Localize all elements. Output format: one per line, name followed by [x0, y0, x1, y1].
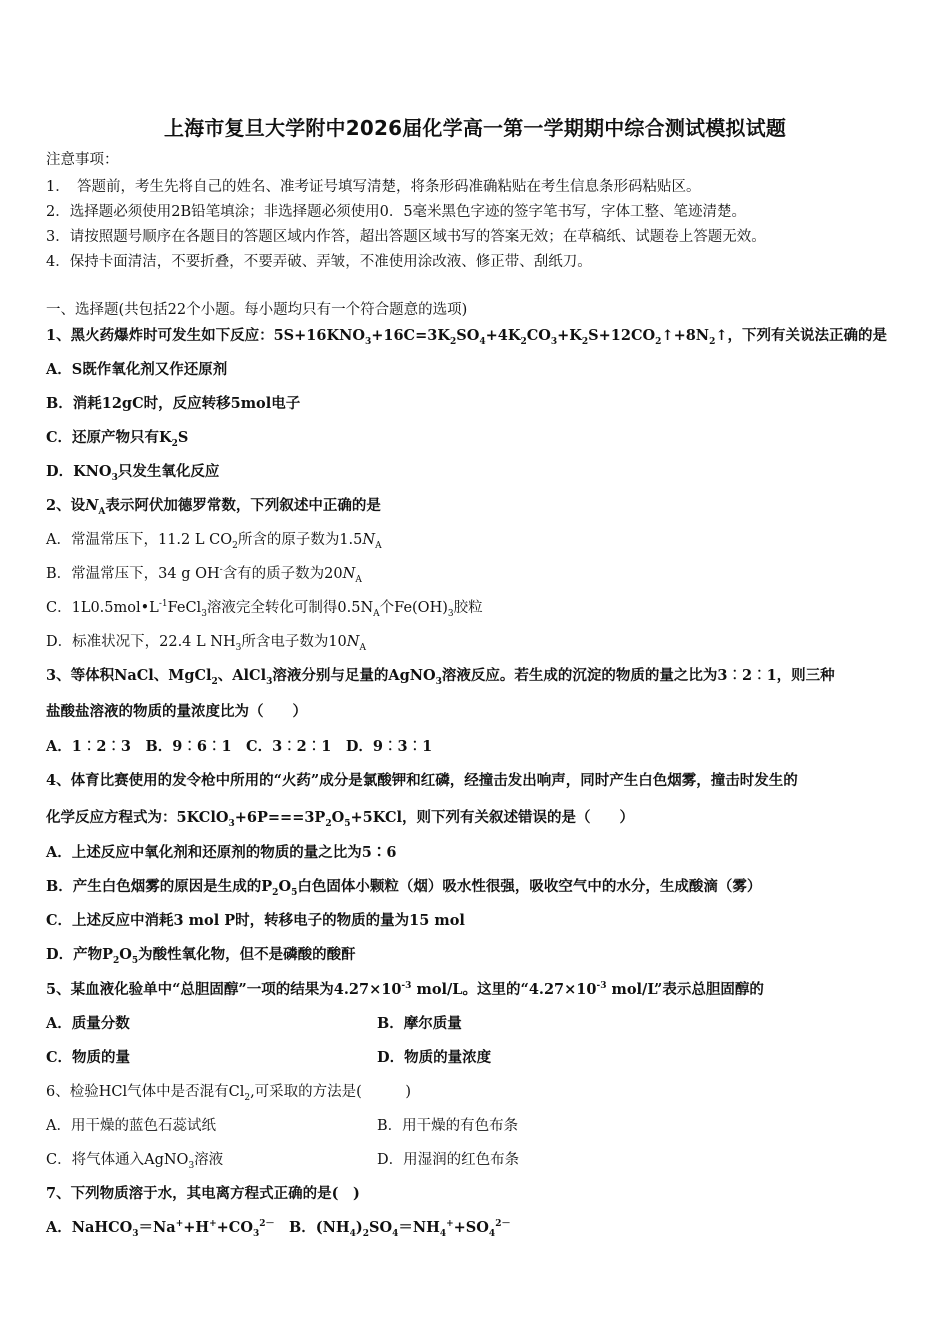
note-item: 4．保持卡面清洁，不要折叠，不要弄破、弄皱，不准使用涂改液、修正带、刮纸刀。 — [46, 254, 592, 270]
question-3-stem-line1: 3、等体积NaCl、MgCl$_2$、AlCl$_3$溶液分别与足量的AgNO$_3$溶液反应。若生成的沉淀的物质的量之比为3︰2︰1，则三种 — [46, 667, 835, 687]
question-3-stem-line2: 盐酸盐溶液的物质的量浓度比为（ ） — [46, 703, 307, 720]
question-2-stem: 2、设$N_A$表示阿伏加德罗常数，下列叙述中正确的是 — [46, 497, 381, 517]
question-4-option-c: C．上述反应中消耗3 mol P时，转移电子的物质的量为15 mol — [46, 912, 465, 929]
question-7-stem: 7、下列物质溶于水，其电离方程式正确的是( ) — [46, 1185, 360, 1202]
question-6-option-d: D．用湿润的红色布条 — [377, 1152, 520, 1168]
note-item: 2．选择题必须使用2B铅笔填涂；非选择题必须使用0．5毫米黑色字迹的签字笔书写，字体工整、笔迹清楚。 — [46, 204, 747, 220]
question-7-options: A．$NaHCO_3=Na^++H^++CO_3^{2-}$ B．$(NH_4)_2SO_4=NH_4^++SO_4^{2-}$ — [46, 1219, 511, 1239]
question-2-option-a: A．常温常压下，11.2 L $CO_2$所含的原子数为$1.5N_A$ — [46, 532, 382, 551]
question-6-option-c: C．将气体通入AgNO$_3$溶液 — [46, 1152, 224, 1171]
question-5-option-b: B．摩尔质量 — [377, 1015, 462, 1032]
question-3-options: A．1︰2︰3 B．9︰6︰1 C．3︰2︰1 D．9︰3︰1 — [46, 738, 433, 755]
question-4-stem-line2: 化学反应方程式为：$5KClO_3+6P===3P_2O_5+5KCl$，则下列有关叙述错误的是（ ） — [46, 809, 635, 829]
section-heading: 一、选择题(共包括22个小题。每小题均只有一个符合题意的选项) — [46, 302, 468, 318]
question-5-option-d: D．物质的量浓度 — [377, 1049, 492, 1066]
question-1-option-b: B．消耗12gC时，反应转移5mol电子 — [46, 395, 301, 412]
question-6-option-a: A．用干燥的蓝色石蕊试纸 — [46, 1118, 216, 1134]
question-4-option-b: B．产生白色烟雾的原因是生成的$P_2O_5$白色固体小颗粒（烟）吸水性很强，吸收空气中的水分，生成酸滴（雾） — [46, 878, 762, 898]
question-4-option-d: D．产物$P_2O_5$为酸性氧化物，但不是磷酸的酸酐 — [46, 946, 356, 966]
notes-heading: 注意事项： — [46, 152, 119, 168]
page-title: 上海市复旦大学附中2026届化学高一第一学期期中综合测试模拟试题 — [163, 116, 787, 140]
note-item: 1． 答题前，考生先将自己的姓名、准考证号填写清楚，将条形码准确粘贴在考生信息条形码粘贴区。 — [46, 179, 701, 195]
question-5-stem: 5、某血液化验单中“总胆固醇”一项的结果为$4.27\times 10^{-3}$ mol/L。这里的“$4.27\times 10^{-3}$ mol/L”表示总胆固醇的 — [46, 981, 764, 998]
question-1-option-d: D．$KNO_3$只发生氧化反应 — [46, 463, 220, 483]
question-2-option-c: C．$1L0.5mol•L^{-1}FeCl_3$溶液完全转化可制得$0.5N_A$个$Fe(OH)_3$胶粒 — [46, 599, 483, 619]
question-2-option-d: D．标准状况下，22.4 L $NH_3$所含电子数为$10N_A$ — [46, 634, 366, 653]
question-4-option-a: A．上述反应中氧化剂和还原剂的物质的量之比为5∶6 — [46, 844, 397, 861]
question-1-stem: 1、黑火药爆炸时可发生如下反应：$5S+16KNO_3+16C=3K_2SO_4+4K_2CO_3+K_2S+12CO_2↑+8N_2↑$，下列有关说法正确的是 — [46, 327, 887, 347]
note-item: 3．请按照题号顺序在各题目的答题区域内作答，超出答题区域书写的答案无效；在草稿纸、试题卷上答题无效。 — [46, 229, 766, 245]
question-1-option-c: C．还原产物只有$K_2S$ — [46, 429, 189, 449]
question-6-option-b: B．用干燥的有色布条 — [377, 1118, 519, 1134]
question-1-option-a: A．S既作氧化剂又作还原剂 — [46, 361, 228, 378]
question-5-option-c: C．物质的量 — [46, 1049, 131, 1066]
question-6-stem: 6、检验HCl气体中是否混有$Cl_2$,可采取的方法是( ) — [46, 1084, 412, 1103]
question-2-option-b: B．常温常压下，34 g OH-含有的质子数为$20N_A$ — [46, 565, 362, 585]
question-4-stem-line1: 4、体育比赛使用的发令枪中所用的“火药”成分是氯酸钾和红磷，经撞击发出响声，同时产生白色烟雾，撞击时发生的 — [46, 772, 798, 789]
question-5-option-a: A．质量分数 — [46, 1015, 130, 1032]
